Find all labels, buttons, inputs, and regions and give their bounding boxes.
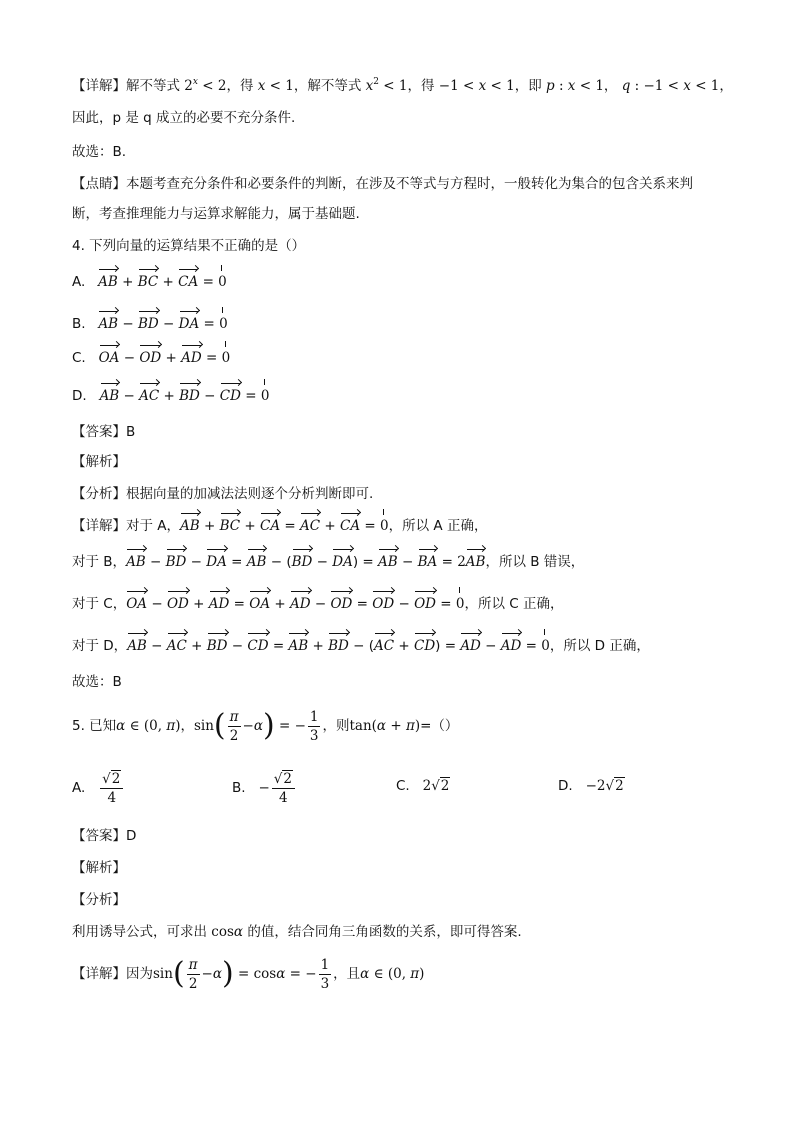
q4-detail-c: 对于 C，OA − OD + AD = OA + AD − OD = OD − OD = 0，所以 C 正确， [72, 596, 564, 612]
q5-analysis-tag: 【分析】 [72, 892, 126, 908]
q4-detail-d: 对于 D，AB − AC + BD − CD = AB + BD − (AC + CD) = AD − AD = 0，所以 D 正确， [72, 638, 650, 654]
q5-option-d: D. −2√2 [558, 778, 624, 794]
q4-detail-a: 【详解】对于 A，AB + BC + CA = AC + CA = 0，所以 A 正确， [72, 518, 488, 534]
q5-jiexi: 【解析】 [72, 860, 126, 876]
q5-option-c: C. 2√2 [396, 778, 450, 794]
p3-detail-line: 【详解】解不等式 $2^x < 2$，得 x < 1，解不等式 $x^2 < 1$，得 −1 < x < 1，即 p : x < 1， q : −1 < x < 1， [72, 77, 733, 94]
q4-stem: 4. 下列向量的运算结果不正确的是（） [72, 238, 306, 254]
q4-detail-b: 对于 B，AB − BD − DA = AB − (BD − DA) = AB − BA = 2AB，所以 B 错误， [72, 554, 585, 570]
q5-option-a: A. $\frac{√2}{4}$ [72, 766, 125, 810]
q4-jiexi: 【解析】 [72, 454, 126, 470]
q4-option-d: D. AB − AC + BD − CD = 0 [72, 388, 270, 404]
q5-detail: 【详解】因为sin( $\frac{\pi}{2}$ −α) = cosα = − $\frac{1}{3}$ ，且α ∈ (0, π) [72, 956, 425, 992]
q4-option-a: A. AB + BC + CA = 0 [72, 274, 227, 290]
p3-conclusion: 因此，p 是 q 成立的必要不充分条件. [72, 110, 296, 126]
q4-choice: 故选：B [72, 674, 122, 690]
p3-remark-2: 断，考查推理能力与运算求解能力，属于基础题. [72, 206, 360, 222]
q4-answer: 【答案】B [72, 424, 136, 440]
q5-analysis: 利用诱导公式，可求出 cosα 的值，结合同角三角函数的关系，即可得答案. [72, 924, 522, 940]
p3-remark-1: 【点睛】本题考查充分条件和必要条件的判断，在涉及不等式与方程时，一般转化为集合的包含关系来判 [72, 176, 693, 192]
q5-option-b: B. − $\frac{√2}{4}$ [232, 766, 297, 810]
q4-option-c: C. OA − OD + AD = 0 [72, 350, 231, 366]
p3-choice: 故选：B. [72, 144, 127, 160]
detail-tag: 【详解】 [72, 78, 126, 94]
q4-analysis: 【分析】根据向量的加减法法则逐个分析判断即可. [72, 486, 374, 502]
q5-stem: 5. 已知α ∈ (0, π)，sin( $\frac{\pi}{2}$ −α) = − $\frac{1}{3}$ ，则tan(α + π)=（） [72, 708, 459, 744]
q5-answer: 【答案】D [72, 828, 137, 844]
q4-option-b: B. AB − BD − DA = 0 [72, 316, 228, 332]
